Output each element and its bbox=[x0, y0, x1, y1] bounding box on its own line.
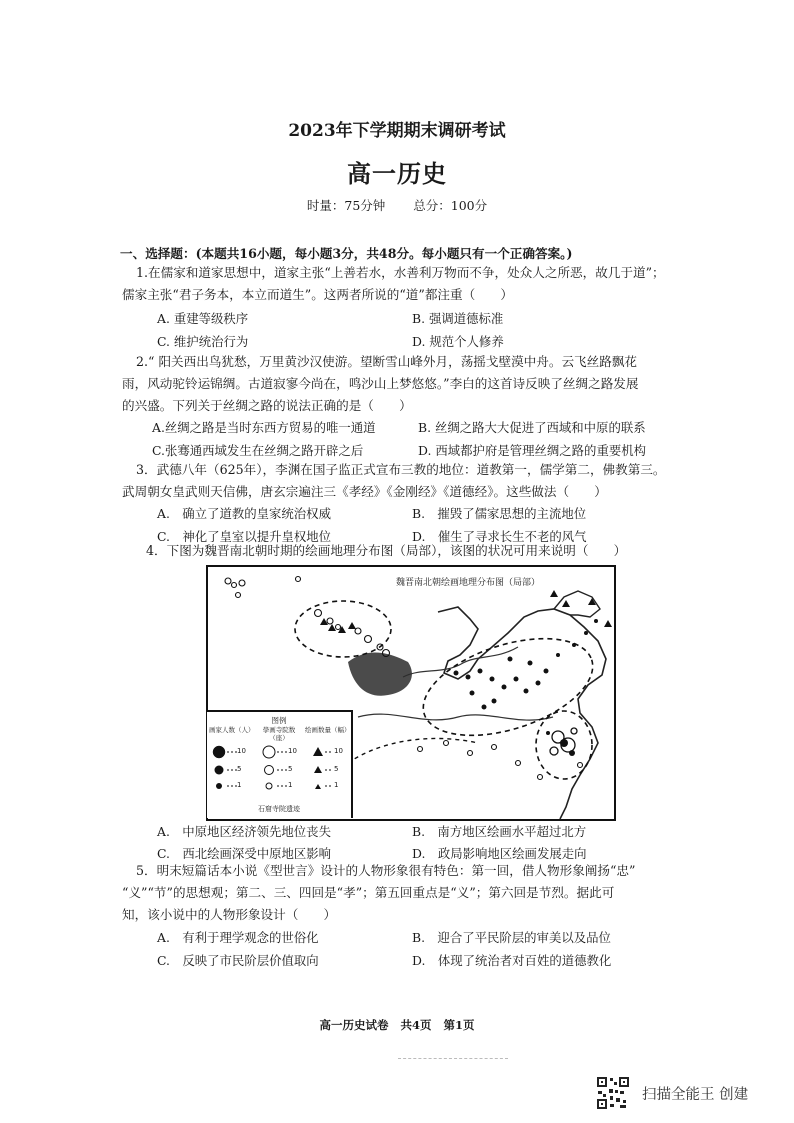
q2-option-b: B. 丝绸之路大大促进了西域和中原的联系 bbox=[418, 420, 646, 435]
legend-col-temples: 學画寺院数（座） bbox=[262, 726, 296, 742]
legend-tick-temple-1: 1 bbox=[288, 781, 293, 789]
legend-tick-painting-1: 1 bbox=[334, 781, 339, 789]
q1-option-a: A. 重建等级秩序 bbox=[157, 311, 249, 326]
legend-temple-small bbox=[266, 783, 272, 789]
legend-painter-large bbox=[213, 746, 225, 758]
q3-line-1: 3．武德八年（625年），李渊在国子监正式宣布三教的地位：道教第一，儒学第二，佛教第三。 bbox=[136, 462, 666, 477]
legend-painter-small bbox=[216, 783, 222, 789]
q3-option-b: B. 摧毁了儒家思想的主流地位 bbox=[412, 506, 587, 521]
q1-line-1: 1.在儒家和道家思想中，道家主张“上善若水，水善利万物而不争，处众人之所恶，故几于道”； bbox=[136, 265, 665, 280]
map-legend bbox=[207, 710, 353, 818]
q1-option-d: D. 规范个人修养 bbox=[412, 334, 504, 349]
scanner-watermark bbox=[596, 1076, 748, 1110]
q4-option-d: D. 政局影响地区绘画发展走向 bbox=[412, 846, 587, 861]
legend-painting-large bbox=[313, 747, 323, 756]
q5-option-c: C. 反映了市民阶层价值取向 bbox=[157, 953, 319, 968]
q5-line-1: 5．明末短篇话本小说《型世言》设计的人物形象很有特色：第一回，借人物形象阐扬“忠” bbox=[136, 863, 636, 878]
legend-painting-small bbox=[315, 784, 321, 789]
q3-line-2: 武周朝女皇武则天信佛，唐玄宗遍注三《孝经》《金刚经》《道德经》。这些做法（ ） bbox=[122, 484, 607, 499]
legend-tick-temple-10: 10 bbox=[288, 747, 297, 755]
time-limit: 时量：75分钟 bbox=[306, 198, 386, 213]
legend-tick-temple-5: 5 bbox=[288, 765, 293, 773]
q3-option-a: A. 确立了道教的皇家统治权威 bbox=[157, 506, 331, 521]
q5-option-d: D. 体现了统治者对百姓的道德教化 bbox=[412, 953, 612, 968]
legend-col-paintings: 绘画数量（幅） bbox=[305, 726, 351, 734]
q2-line-3: 的兴盛。下列关于丝绸之路的说法正确的是（ ） bbox=[122, 398, 412, 413]
q2-option-a: A.丝绸之路是当时东西方贸易的唯一通道 bbox=[152, 420, 376, 435]
q4-option-b: B. 南方地区绘画水平超过北方 bbox=[412, 824, 587, 839]
q2-line-1: 2.“ 阳关西出鸟犹愁，万里黄沙汉使游。望断雪山峰外月，荡摇戈壁漠中舟。云飞丝路飘花 bbox=[136, 354, 638, 369]
legend-tick-painter-5: 5 bbox=[237, 765, 242, 773]
q4-option-c: C. 西北绘画深受中原地区影响 bbox=[157, 846, 332, 861]
q5-option-a: A. 有利于理学观念的世俗化 bbox=[157, 930, 319, 945]
footer-paper-name: 高一历史试卷 bbox=[319, 1018, 389, 1032]
scan-artifact-line bbox=[398, 1058, 508, 1059]
coastline bbox=[438, 607, 606, 819]
legend-title: 图例 bbox=[271, 716, 287, 725]
q2-line-2: 雨，风动驼铃运锦绸。古道寂寥今尚在，鸣沙山上梦悠悠。”李白的这首诗反映了丝绸之路发展 bbox=[122, 376, 639, 391]
map-title: 魏晋南北朝绘画地理分布图（局部） bbox=[395, 578, 540, 588]
northwest-triangles bbox=[320, 618, 356, 633]
exam-title: 2023年下学期期末调研考试 bbox=[288, 121, 506, 141]
legend-caption: 石窟寺院遗迹 bbox=[258, 805, 300, 813]
qr-code-icon bbox=[596, 1076, 630, 1110]
legend-tick-painter-10: 10 bbox=[237, 747, 246, 755]
q4-option-a: A. 中原地区经济领先地位丧失 bbox=[157, 824, 331, 839]
legend-painter-medium bbox=[215, 766, 224, 775]
section-heading: 一、选择题：(本题共16小题，每小题3分，共48分。每小题只有一个正确答案。) bbox=[120, 246, 573, 261]
inland-region bbox=[348, 653, 412, 696]
legend-tick-painter-1: 1 bbox=[237, 781, 242, 789]
q1-line-2: 儒家主张“君子务本，本立而道生”。这两者所说的“道”都注重（ ） bbox=[122, 287, 513, 302]
q1-option-c: C. 维护统治行为 bbox=[157, 334, 249, 349]
legend-tick-painting-10: 10 bbox=[334, 747, 343, 755]
subject-title: 高一历史 bbox=[347, 159, 447, 188]
legend-col-painters: 画家人数（人） bbox=[209, 726, 255, 734]
exam-meta bbox=[0, 196, 794, 214]
legend-tick-painting-5: 5 bbox=[334, 765, 339, 773]
page-footer bbox=[0, 1017, 794, 1033]
yangtze-river bbox=[358, 714, 553, 720]
q5-line-2: “义”“节”的思想观；第二、三、四回是“孝”；第五回重点是“义”；第六回是节烈。据此可 bbox=[122, 885, 615, 900]
scanner-watermark-text: 扫描全能王 创建 bbox=[642, 1086, 749, 1103]
total-score: 总分：100分 bbox=[413, 198, 488, 213]
q4-line: 4．下图为魏晋南北朝时期的绘画地理分布图（局部），该图的状况可用来说明（ ） bbox=[146, 543, 627, 558]
legend-painting-medium bbox=[314, 766, 322, 773]
q3-option-c: C. 神化了皇室以提升皇权地位 bbox=[157, 529, 332, 544]
yellow-river bbox=[403, 647, 518, 677]
coastal-triangles bbox=[550, 590, 612, 627]
legend-temple-medium bbox=[265, 766, 274, 775]
southern-dashed-line bbox=[348, 738, 478, 763]
q1-option-b: B. 强调道德标准 bbox=[412, 311, 504, 326]
q5-line-3: 知，该小说中的人物形象设计（ ） bbox=[122, 907, 337, 922]
northwest-markers bbox=[225, 577, 390, 657]
q2-option-c: C.张骞通西域发生在丝绸之路开辟之后 bbox=[152, 443, 364, 458]
legend-temple-large bbox=[263, 746, 275, 758]
footer-total-pages: 共4页 bbox=[400, 1018, 432, 1032]
legend-symbols bbox=[207, 742, 351, 802]
q2-option-d: D. 西域都护府是管理丝绸之路的重要机构 bbox=[418, 443, 647, 458]
q3-option-d: D. 催生了寻求长生不老的风气 bbox=[412, 529, 587, 544]
southern-markers bbox=[418, 741, 583, 780]
footer-page-number: 第1页 bbox=[443, 1018, 475, 1032]
q5-option-b: B. 迎合了平民阶层的审美以及品位 bbox=[412, 930, 611, 945]
